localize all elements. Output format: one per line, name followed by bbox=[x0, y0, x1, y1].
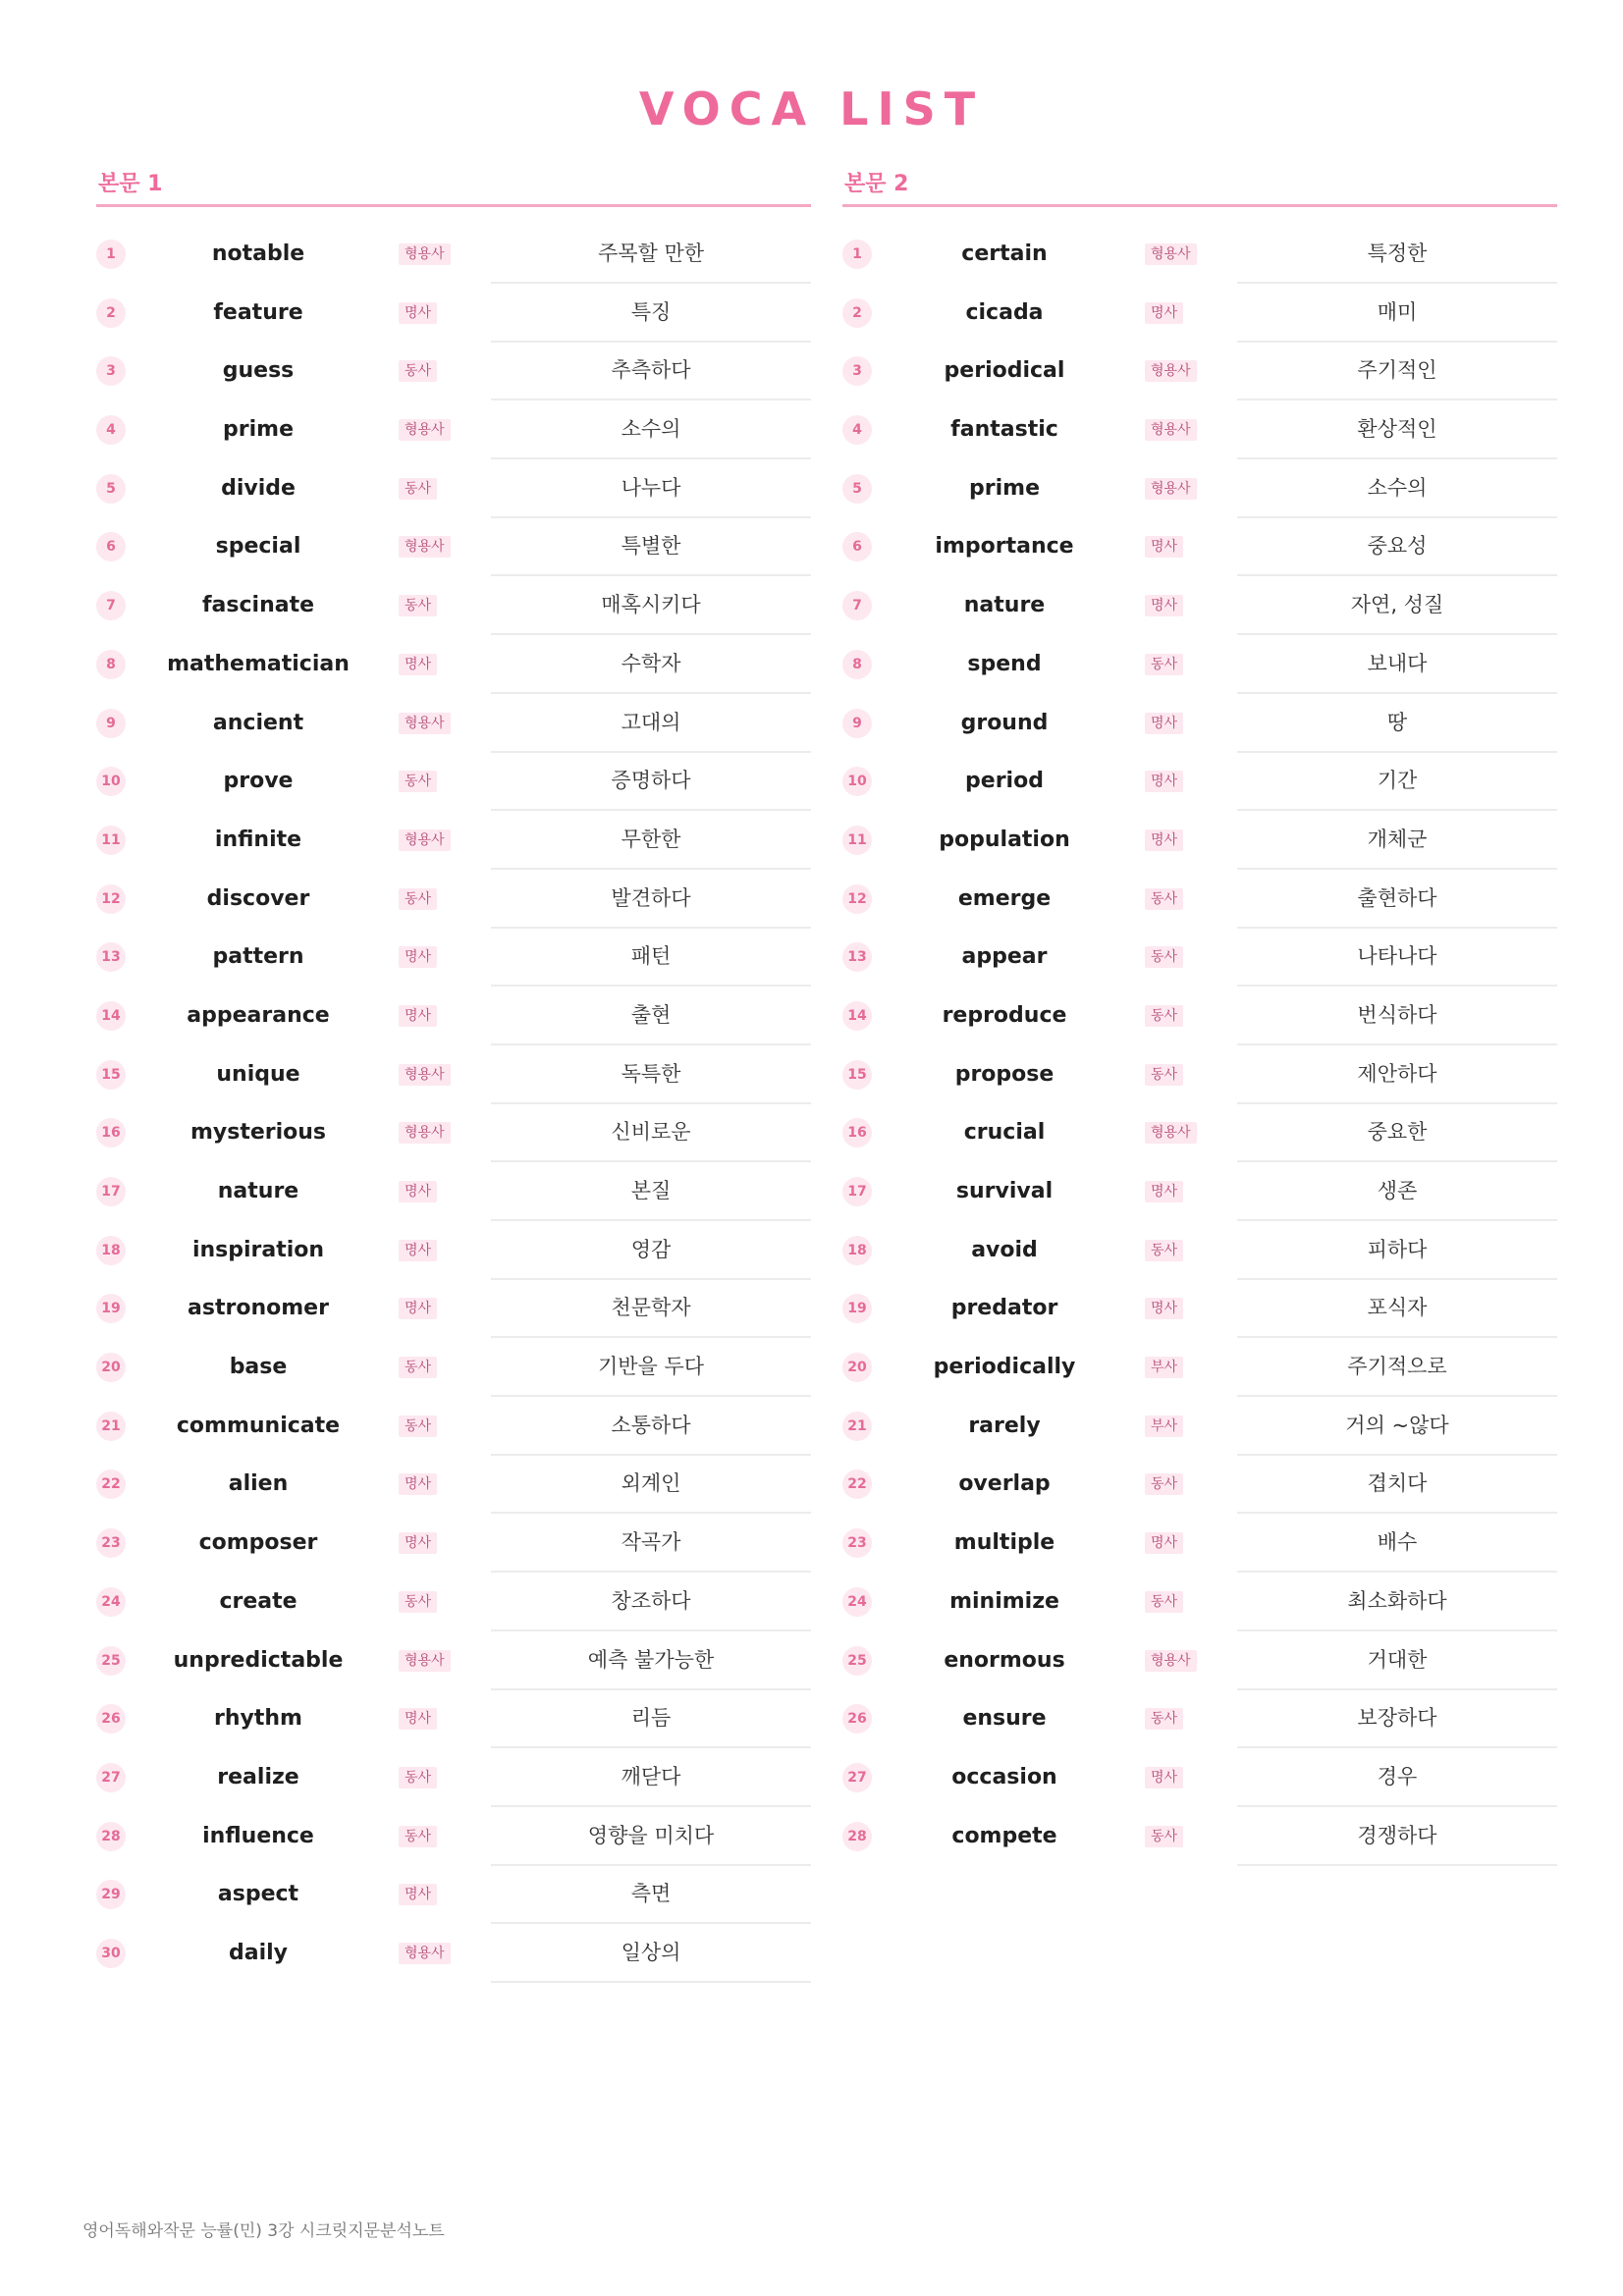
vocab-row bbox=[842, 1338, 1557, 1397]
vocab-row bbox=[96, 870, 811, 929]
vocab-row bbox=[842, 694, 1557, 753]
vocab-meaning: 소수의 bbox=[491, 400, 811, 459]
item-number: 6 bbox=[96, 532, 126, 561]
vocab-meaning: 생존 bbox=[1237, 1162, 1557, 1221]
vocab-meaning: 영감 bbox=[491, 1221, 811, 1280]
part-of-speech-badge: 명사 bbox=[399, 946, 437, 968]
vocab-meaning: 본질 bbox=[491, 1162, 811, 1221]
part-of-speech-badge: 명사 bbox=[399, 1298, 437, 1319]
part-of-speech-badge: 동사 bbox=[1145, 1591, 1183, 1613]
item-number: 4 bbox=[96, 415, 126, 445]
part-of-speech-badge: 형용사 bbox=[399, 419, 451, 441]
vocab-row bbox=[842, 1221, 1557, 1280]
item-number: 17 bbox=[96, 1177, 126, 1206]
item-number: 27 bbox=[96, 1763, 126, 1792]
item-number: 23 bbox=[842, 1528, 872, 1558]
part-of-speech-badge: 동사 bbox=[399, 1415, 437, 1437]
part-of-speech-badge: 형용사 bbox=[1145, 1650, 1197, 1672]
vocab-word: ancient bbox=[212, 710, 304, 735]
item-number: 12 bbox=[842, 884, 872, 914]
vocab-row bbox=[96, 1807, 811, 1866]
vocab-meaning: 추측하다 bbox=[491, 342, 811, 400]
vocab-word: avoid bbox=[971, 1237, 1038, 1262]
part-of-speech-badge: 동사 bbox=[399, 1826, 437, 1847]
item-number: 10 bbox=[842, 767, 872, 796]
item-number: 24 bbox=[842, 1587, 872, 1617]
vocab-row bbox=[96, 1162, 811, 1221]
vocab-row bbox=[96, 635, 811, 694]
vocab-meaning: 피하다 bbox=[1237, 1221, 1557, 1280]
item-number: 5 bbox=[842, 474, 872, 504]
vocab-row bbox=[842, 928, 1557, 987]
item-number: 5 bbox=[96, 474, 126, 504]
vocab-row bbox=[842, 1455, 1557, 1514]
part-of-speech-badge: 동사 bbox=[399, 1357, 437, 1378]
vocab-row bbox=[96, 1514, 811, 1573]
vocab-meaning: 기간 bbox=[1237, 752, 1557, 811]
part-of-speech-badge: 형용사 bbox=[1145, 1122, 1197, 1144]
part-of-speech-badge: 형용사 bbox=[399, 536, 451, 558]
vocab-meaning: 포식자 bbox=[1237, 1279, 1557, 1338]
vocab-word: fascinate bbox=[201, 593, 315, 618]
vocab-meaning: 보내다 bbox=[1237, 635, 1557, 694]
vocab-meaning: 소수의 bbox=[1237, 459, 1557, 518]
vocab-row bbox=[96, 576, 811, 635]
vocab-meaning: 리듬 bbox=[491, 1689, 811, 1748]
item-number: 29 bbox=[96, 1880, 126, 1909]
vocab-word: unpredictable bbox=[173, 1647, 344, 1673]
section-title: 본문 2 bbox=[842, 167, 1557, 207]
vocab-meaning: 주목할 만한 bbox=[491, 225, 811, 284]
vocab-word: propose bbox=[954, 1061, 1055, 1087]
item-number: 20 bbox=[842, 1353, 872, 1382]
part-of-speech-badge: 형용사 bbox=[399, 1122, 451, 1144]
item-number: 18 bbox=[96, 1236, 126, 1265]
part-of-speech-badge: 형용사 bbox=[1145, 419, 1197, 441]
item-number: 30 bbox=[96, 1939, 126, 1968]
vocab-row bbox=[842, 635, 1557, 694]
item-number: 22 bbox=[842, 1469, 872, 1499]
vocab-word: periodically bbox=[933, 1355, 1076, 1380]
part-of-speech-badge: 명사 bbox=[399, 302, 437, 324]
vocab-row bbox=[842, 576, 1557, 635]
item-number: 7 bbox=[842, 591, 872, 620]
item-number: 11 bbox=[96, 826, 126, 855]
item-number: 12 bbox=[96, 884, 126, 914]
vocab-row bbox=[96, 1045, 811, 1104]
item-number: 1 bbox=[96, 240, 126, 269]
vocab-row bbox=[842, 1573, 1557, 1631]
part-of-speech-badge: 명사 bbox=[1145, 595, 1183, 616]
vocab-meaning: 중요한 bbox=[1237, 1103, 1557, 1162]
item-number: 2 bbox=[96, 298, 126, 328]
item-number: 26 bbox=[842, 1704, 872, 1734]
vocab-row bbox=[842, 1279, 1557, 1338]
vocab-row bbox=[96, 225, 811, 284]
part-of-speech-badge: 명사 bbox=[399, 1181, 437, 1202]
item-number: 14 bbox=[96, 1001, 126, 1031]
vocab-meaning: 나누다 bbox=[491, 459, 811, 518]
item-number: 6 bbox=[842, 532, 872, 561]
vocab-word: mathematician bbox=[167, 651, 350, 676]
item-number: 1 bbox=[842, 240, 872, 269]
item-number: 20 bbox=[96, 1353, 126, 1382]
vocab-meaning: 증명하다 bbox=[491, 752, 811, 811]
vocab-word: rarely bbox=[968, 1413, 1041, 1438]
vocab-row bbox=[96, 400, 811, 459]
page-title: VOCA LIST bbox=[638, 82, 985, 135]
part-of-speech-badge: 명사 bbox=[1145, 302, 1183, 324]
vocab-word: reproduce bbox=[942, 1002, 1067, 1028]
vocab-row bbox=[96, 1748, 811, 1807]
item-number: 22 bbox=[96, 1469, 126, 1499]
part-of-speech-badge: 동사 bbox=[1145, 946, 1183, 968]
vocab-row bbox=[96, 342, 811, 400]
item-number: 21 bbox=[842, 1412, 872, 1441]
part-of-speech-badge: 동사 bbox=[399, 1767, 437, 1789]
vocab-word: ensure bbox=[962, 1706, 1047, 1732]
vocab-word: overlap bbox=[958, 1471, 1051, 1497]
item-number: 28 bbox=[96, 1822, 126, 1851]
vocab-word: guess bbox=[222, 358, 295, 384]
vocab-meaning: 특정한 bbox=[1237, 225, 1557, 284]
vocab-meaning: 패턴 bbox=[491, 928, 811, 987]
vocab-meaning: 주기적으로 bbox=[1237, 1338, 1557, 1397]
item-number: 4 bbox=[842, 415, 872, 445]
vocab-row bbox=[96, 517, 811, 576]
item-number: 8 bbox=[842, 650, 872, 679]
item-number: 3 bbox=[96, 356, 126, 386]
part-of-speech-badge: 동사 bbox=[1145, 1005, 1183, 1027]
vocab-row bbox=[842, 1748, 1557, 1807]
vocab-row bbox=[842, 752, 1557, 811]
item-number: 17 bbox=[842, 1177, 872, 1206]
vocab-word: realize bbox=[217, 1764, 299, 1789]
vocab-word: inspiration bbox=[191, 1237, 325, 1262]
item-number: 11 bbox=[842, 826, 872, 855]
part-of-speech-badge: 동사 bbox=[399, 771, 437, 792]
part-of-speech-badge: 동사 bbox=[1145, 1064, 1183, 1086]
part-of-speech-badge: 명사 bbox=[399, 1005, 437, 1027]
vocab-meaning: 거대한 bbox=[1237, 1631, 1557, 1690]
vocab-row bbox=[842, 870, 1557, 929]
part-of-speech-badge: 명사 bbox=[1145, 1532, 1183, 1554]
vocab-word: appear bbox=[961, 944, 1048, 970]
vocab-word: discover bbox=[206, 885, 310, 911]
part-of-speech-badge: 동사 bbox=[399, 595, 437, 616]
part-of-speech-badge: 형용사 bbox=[399, 243, 451, 265]
vocab-word: period bbox=[965, 769, 1044, 794]
part-of-speech-badge: 명사 bbox=[399, 1240, 437, 1261]
item-number: 16 bbox=[842, 1118, 872, 1148]
part-of-speech-badge: 형용사 bbox=[399, 1650, 451, 1672]
part-of-speech-badge: 형용사 bbox=[1145, 478, 1197, 500]
part-of-speech-badge: 형용사 bbox=[399, 1943, 451, 1964]
vocab-meaning: 소통하다 bbox=[491, 1397, 811, 1456]
vocab-word: appearance bbox=[187, 1002, 330, 1028]
part-of-speech-badge: 부사 bbox=[1145, 1357, 1183, 1378]
vocab-row bbox=[96, 1279, 811, 1338]
item-number: 13 bbox=[842, 942, 872, 972]
vocab-meaning: 출현 bbox=[491, 987, 811, 1045]
part-of-speech-badge: 명사 bbox=[1145, 536, 1183, 558]
vocab-word: minimize bbox=[949, 1588, 1059, 1614]
part-of-speech-badge: 명사 bbox=[1145, 713, 1183, 734]
vocab-meaning: 최소화하다 bbox=[1237, 1573, 1557, 1631]
vocab-row bbox=[842, 459, 1557, 518]
vocab-word: divide bbox=[221, 475, 296, 501]
vocab-row bbox=[96, 1221, 811, 1280]
vocab-word: population bbox=[939, 827, 1070, 852]
vocab-row bbox=[842, 342, 1557, 400]
vocab-meaning: 고대의 bbox=[491, 694, 811, 753]
vocab-meaning: 특별한 bbox=[491, 517, 811, 576]
item-number: 25 bbox=[96, 1646, 126, 1676]
item-number: 23 bbox=[96, 1528, 126, 1558]
part-of-speech-badge: 형용사 bbox=[1145, 243, 1197, 265]
vocab-row bbox=[842, 1103, 1557, 1162]
part-of-speech-badge: 명사 bbox=[1145, 771, 1183, 792]
item-number: 13 bbox=[96, 942, 126, 972]
part-of-speech-badge: 명사 bbox=[399, 654, 437, 675]
vocab-word: daily bbox=[228, 1940, 289, 1965]
vocab-word: certain bbox=[961, 241, 1048, 266]
vocab-row bbox=[842, 1689, 1557, 1748]
item-number: 19 bbox=[96, 1294, 126, 1323]
vocab-row bbox=[842, 1045, 1557, 1104]
vocab-word: pattern bbox=[212, 944, 304, 970]
part-of-speech-badge: 동사 bbox=[1145, 888, 1183, 910]
vocab-meaning: 개체군 bbox=[1237, 811, 1557, 870]
part-of-speech-badge: 형용사 bbox=[1145, 360, 1197, 382]
vocab-word: importance bbox=[935, 534, 1074, 560]
vocab-row bbox=[96, 811, 811, 870]
vocab-row bbox=[96, 1397, 811, 1456]
vocab-word: influence bbox=[202, 1823, 314, 1848]
vocab-word: nature bbox=[217, 1179, 299, 1203]
vocab-word: periodical bbox=[944, 358, 1065, 384]
vocab-row bbox=[842, 400, 1557, 459]
vocab-row bbox=[96, 694, 811, 753]
vocab-word: rhythm bbox=[214, 1706, 302, 1732]
vocab-word: fantastic bbox=[950, 417, 1058, 443]
vocab-row bbox=[96, 928, 811, 987]
vocab-row bbox=[842, 284, 1557, 343]
vocab-meaning: 거의 ~않다 bbox=[1237, 1397, 1557, 1456]
item-number: 10 bbox=[96, 767, 126, 796]
part-of-speech-badge: 동사 bbox=[1145, 1826, 1183, 1847]
vocab-row bbox=[842, 1807, 1557, 1866]
vocab-word: multiple bbox=[953, 1530, 1055, 1556]
part-of-speech-badge: 명사 bbox=[1145, 1298, 1183, 1319]
item-number: 8 bbox=[96, 650, 126, 679]
item-number: 16 bbox=[96, 1118, 126, 1148]
part-of-speech-badge: 명사 bbox=[399, 1473, 437, 1495]
vocab-row bbox=[842, 225, 1557, 284]
vocab-word: prove bbox=[223, 769, 294, 794]
item-number: 26 bbox=[96, 1704, 126, 1734]
vocab-meaning: 외계인 bbox=[491, 1455, 811, 1514]
part-of-speech-badge: 명사 bbox=[399, 1532, 437, 1554]
vocab-meaning: 주기적인 bbox=[1237, 342, 1557, 400]
part-of-speech-badge: 명사 bbox=[399, 1708, 437, 1730]
vocab-meaning: 매혹시키다 bbox=[491, 576, 811, 635]
vocab-meaning: 특징 bbox=[491, 284, 811, 343]
vocab-row bbox=[842, 1397, 1557, 1456]
part-of-speech-badge: 동사 bbox=[399, 360, 437, 382]
vocab-row bbox=[96, 752, 811, 811]
vocab-word: enormous bbox=[944, 1647, 1065, 1673]
vocab-meaning: 발견하다 bbox=[491, 870, 811, 929]
vocab-meaning: 번식하다 bbox=[1237, 987, 1557, 1045]
part-of-speech-badge: 동사 bbox=[399, 1591, 437, 1613]
vocab-meaning: 독특한 bbox=[491, 1045, 811, 1104]
item-number: 24 bbox=[96, 1587, 126, 1617]
part-of-speech-badge: 부사 bbox=[1145, 1415, 1183, 1437]
vocab-meaning: 매미 bbox=[1237, 284, 1557, 343]
item-number: 2 bbox=[842, 298, 872, 328]
vocab-word: create bbox=[219, 1588, 298, 1614]
part-of-speech-badge: 동사 bbox=[1145, 1240, 1183, 1261]
vocab-word: compete bbox=[951, 1823, 1057, 1848]
vocab-meaning: 측면 bbox=[491, 1865, 811, 1924]
vocab-word: ground bbox=[960, 710, 1049, 735]
item-number: 18 bbox=[842, 1236, 872, 1265]
item-number: 14 bbox=[842, 1001, 872, 1031]
vocab-word: communicate bbox=[176, 1413, 341, 1438]
item-number: 15 bbox=[96, 1060, 126, 1090]
part-of-speech-badge: 형용사 bbox=[399, 713, 451, 734]
part-of-speech-badge: 명사 bbox=[1145, 1181, 1183, 1202]
vocab-row bbox=[96, 459, 811, 518]
vocab-meaning: 환상적인 bbox=[1237, 400, 1557, 459]
vocab-word: infinite bbox=[214, 827, 302, 852]
vocab-word: survival bbox=[955, 1179, 1054, 1203]
vocab-list bbox=[842, 225, 1557, 1865]
vocab-word: astronomer bbox=[188, 1296, 329, 1321]
vocab-row bbox=[96, 1455, 811, 1514]
vocab-word: special bbox=[215, 534, 301, 560]
vocab-row bbox=[96, 1573, 811, 1631]
part-of-speech-badge: 형용사 bbox=[399, 829, 451, 851]
vocab-row bbox=[842, 811, 1557, 870]
vocab-word: spend bbox=[967, 651, 1042, 676]
vocab-row bbox=[96, 1924, 811, 1983]
vocab-word: mysterious bbox=[189, 1120, 327, 1146]
vocab-word: cicada bbox=[965, 299, 1044, 325]
vocab-meaning: 경우 bbox=[1237, 1748, 1557, 1807]
vocab-meaning: 나타나다 bbox=[1237, 928, 1557, 987]
item-number: 9 bbox=[96, 709, 126, 738]
vocab-meaning: 배수 bbox=[1237, 1514, 1557, 1573]
vocab-row bbox=[842, 1162, 1557, 1221]
vocab-meaning: 경쟁하다 bbox=[1237, 1807, 1557, 1866]
item-number: 28 bbox=[842, 1822, 872, 1851]
vocab-meaning: 일상의 bbox=[491, 1924, 811, 1983]
vocab-word: prime bbox=[223, 417, 294, 443]
vocab-word: crucial bbox=[963, 1120, 1046, 1146]
item-number: 3 bbox=[842, 356, 872, 386]
item-number: 21 bbox=[96, 1412, 126, 1441]
vocab-word: alien bbox=[228, 1471, 289, 1497]
vocab-word: composer bbox=[198, 1530, 318, 1556]
vocab-meaning: 땅 bbox=[1237, 694, 1557, 753]
item-number: 25 bbox=[842, 1646, 872, 1676]
vocab-meaning: 수학자 bbox=[491, 635, 811, 694]
vocab-meaning: 중요성 bbox=[1237, 517, 1557, 576]
section-title: 본문 1 bbox=[96, 167, 811, 207]
vocab-meaning: 깨닫다 bbox=[491, 1748, 811, 1807]
vocab-word: aspect bbox=[217, 1882, 299, 1907]
section-1 bbox=[96, 167, 811, 1983]
vocab-row bbox=[842, 517, 1557, 576]
vocab-word: emerge bbox=[957, 885, 1052, 911]
vocab-word: prime bbox=[969, 475, 1040, 501]
vocab-meaning: 출현하다 bbox=[1237, 870, 1557, 929]
vocab-word: unique bbox=[216, 1061, 300, 1087]
part-of-speech-badge: 명사 bbox=[1145, 829, 1183, 851]
item-number: 19 bbox=[842, 1294, 872, 1323]
part-of-speech-badge: 동사 bbox=[399, 888, 437, 910]
vocab-meaning: 자연, 성질 bbox=[1237, 576, 1557, 635]
part-of-speech-badge: 형용사 bbox=[399, 1064, 451, 1086]
vocab-row bbox=[842, 1631, 1557, 1690]
part-of-speech-badge: 명사 bbox=[399, 1884, 437, 1905]
vocab-row bbox=[842, 987, 1557, 1045]
vocab-meaning: 신비로운 bbox=[491, 1103, 811, 1162]
vocab-meaning: 겹치다 bbox=[1237, 1455, 1557, 1514]
item-number: 27 bbox=[842, 1763, 872, 1792]
vocab-list bbox=[96, 225, 811, 1983]
vocab-row bbox=[96, 1103, 811, 1162]
vocab-word: predator bbox=[950, 1296, 1058, 1321]
vocab-meaning: 제안하다 bbox=[1237, 1045, 1557, 1104]
part-of-speech-badge: 동사 bbox=[1145, 1473, 1183, 1495]
vocab-word: base bbox=[229, 1355, 288, 1380]
part-of-speech-badge: 명사 bbox=[1145, 1767, 1183, 1789]
item-number: 9 bbox=[842, 709, 872, 738]
vocab-row bbox=[842, 1514, 1557, 1573]
section-2 bbox=[842, 167, 1557, 1865]
item-number: 15 bbox=[842, 1060, 872, 1090]
vocab-word: feature bbox=[213, 299, 303, 325]
part-of-speech-badge: 동사 bbox=[399, 478, 437, 500]
vocab-meaning: 영향을 미치다 bbox=[491, 1807, 811, 1866]
vocab-row bbox=[96, 1631, 811, 1690]
vocab-meaning: 천문학자 bbox=[491, 1279, 811, 1338]
vocab-row bbox=[96, 987, 811, 1045]
vocab-word: occasion bbox=[951, 1764, 1057, 1789]
part-of-speech-badge: 동사 bbox=[1145, 654, 1183, 675]
vocab-word: nature bbox=[963, 593, 1046, 618]
vocab-row bbox=[96, 1689, 811, 1748]
item-number: 7 bbox=[96, 591, 126, 620]
vocab-meaning: 작곡가 bbox=[491, 1514, 811, 1573]
part-of-speech-badge: 동사 bbox=[1145, 1708, 1183, 1730]
vocab-meaning: 예측 불가능한 bbox=[491, 1631, 811, 1690]
vocab-row bbox=[96, 284, 811, 343]
vocab-meaning: 기반을 두다 bbox=[491, 1338, 811, 1397]
vocab-meaning: 보장하다 bbox=[1237, 1689, 1557, 1748]
vocab-meaning: 무한한 bbox=[491, 811, 811, 870]
vocab-row bbox=[96, 1865, 811, 1924]
vocab-meaning: 창조하다 bbox=[491, 1573, 811, 1631]
vocab-word: notable bbox=[211, 241, 305, 266]
footer-text: 영어독해와작문 능률(민) 3강 시크릿지문분석노트 bbox=[82, 2221, 445, 2241]
vocab-row bbox=[96, 1338, 811, 1397]
